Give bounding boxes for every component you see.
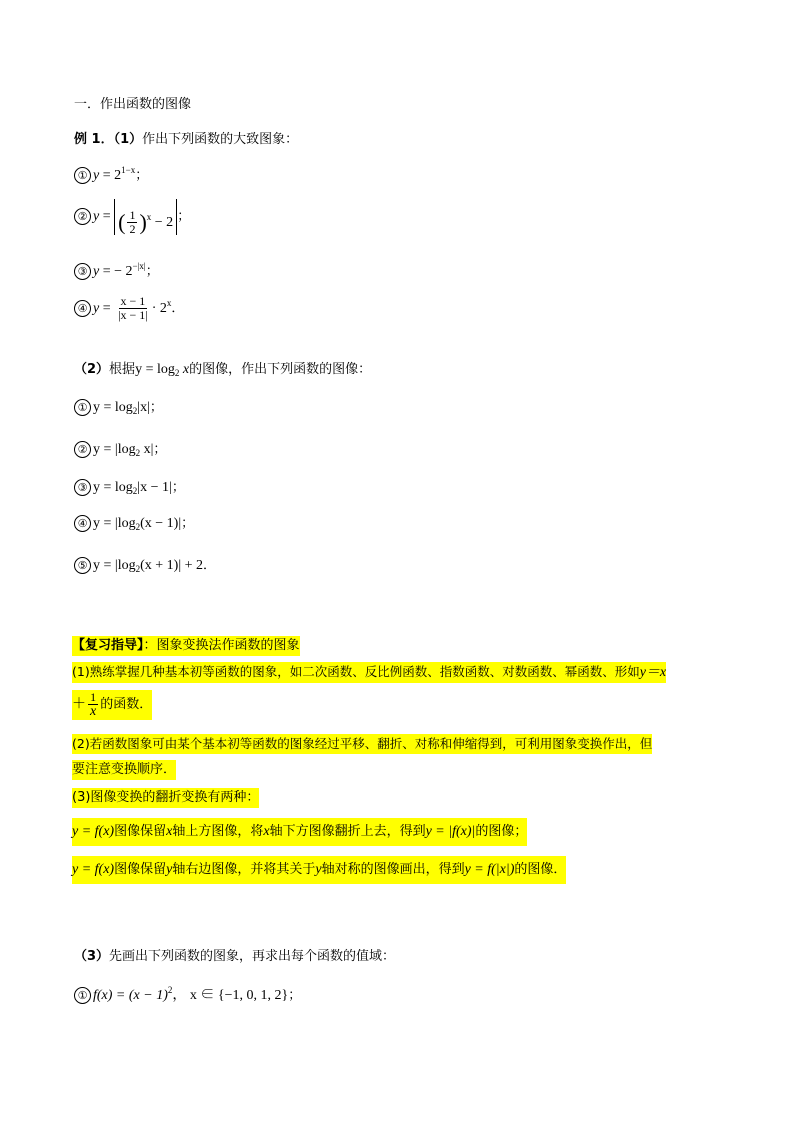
item-number: ① <box>74 987 91 1004</box>
part1-item-1 <box>74 161 148 185</box>
item-arg: x| <box>140 442 154 457</box>
guide-p2-line1: (2)若函数图象可由某个基本初等函数的图象经过平移、翻折、对称和伸缩得到，可利用图象变换作出，但 <box>72 734 652 754</box>
item-lhs: y <box>93 168 100 183</box>
guide-p2-line2: 要注意变换顺序． <box>72 760 176 780</box>
item-number: ③ <box>74 479 91 496</box>
part2-text: 的图像，作出下列函数的图像： <box>189 362 372 377</box>
rule1-f: y = f(x) <box>72 824 115 839</box>
rule2-y1: y <box>166 862 173 877</box>
item-tail: ； <box>288 988 302 1003</box>
guide-frac-den: x <box>90 704 97 719</box>
guide-p1-line2 <box>72 690 152 720</box>
part2-item-2 <box>74 441 166 462</box>
guide-rule-1 <box>72 818 527 846</box>
fraction-numerator: x − 1 <box>120 294 146 308</box>
item-tail: ； <box>149 400 163 415</box>
item-tail: ； <box>171 480 185 495</box>
item-number: ① <box>74 167 91 184</box>
item-number: ④ <box>74 300 91 317</box>
item-formula: y = log <box>93 480 133 495</box>
guide-rule-2 <box>72 856 566 884</box>
part2-item-5 <box>74 557 216 578</box>
part2-label: （2） <box>74 362 110 377</box>
part2-sub: 2 <box>174 368 180 378</box>
rule2-a: 图像保留 <box>114 862 167 877</box>
part2-formula: y = log <box>135 362 175 377</box>
item-number: ⑤ <box>74 557 91 574</box>
item-lhs: y <box>93 264 100 279</box>
item-arg: (x + 1)| + 2 <box>140 558 204 573</box>
part3-text: 先画出下列函数的图象，再求出每个函数的值域： <box>109 949 396 964</box>
part2-header <box>74 361 371 382</box>
item-eq: = − 2 <box>99 264 133 279</box>
item-lhs: y <box>93 209 100 224</box>
part1-item-2 <box>74 197 190 237</box>
item-minus: − 2 <box>151 214 174 230</box>
rule1-c: 轴下方图像翻折上去，得到 <box>269 824 426 839</box>
rule2-f: y = f(x) <box>72 862 115 877</box>
item-sub: 2 <box>135 564 141 574</box>
section-title: 一．作出函数的图像 <box>74 97 192 112</box>
item-formula: f(x) = (x − 1) <box>93 988 168 1003</box>
rule1-a: 图像保留 <box>114 824 167 839</box>
guide-title-tail: ：图象变换法作函数的图象 <box>143 638 300 653</box>
item-arg: (x − 1)| <box>140 516 182 531</box>
item-sub: 2 <box>135 522 141 532</box>
part2-item-4 <box>74 515 194 536</box>
part1-label: （1） <box>113 132 143 147</box>
rule2-d: 的图像． <box>514 862 567 877</box>
item-exponent: −|x| <box>132 261 146 271</box>
rule1-b: 轴上方图像，将 <box>172 824 264 839</box>
part2-x: x <box>179 362 190 377</box>
item-tail: ． <box>203 558 217 573</box>
guide-title-line <box>72 636 300 656</box>
guide-plus: ＋ <box>72 697 86 712</box>
item-tail: ； <box>145 264 159 279</box>
guide-p3: (3)图像变换的翻折变换有两种： <box>72 788 259 808</box>
item-exponent: 2 <box>167 985 173 995</box>
item-sub: 2 <box>132 486 138 496</box>
item-eq: = 2 <box>99 168 122 183</box>
item-arg: |x| <box>137 400 150 415</box>
item-tail: ； <box>177 209 191 224</box>
guide-p1a: (1)熟练掌握几种基本初等函数的图象，如二次函数、反比例函数、指数函数、对数函数、幂函数、形如 <box>72 664 640 679</box>
item-exponent: x <box>166 298 172 308</box>
part2-item-1 <box>74 399 163 420</box>
rule2-c: 轴对称的图像画出，得到 <box>321 862 465 877</box>
rule1-g: y = |f(x)| <box>425 824 476 839</box>
part3-label: （3） <box>74 949 110 964</box>
item-exponent: 1−x <box>121 165 136 175</box>
fraction-denominator: |x − 1| <box>118 308 148 322</box>
example-1-header <box>74 131 298 149</box>
item-arg: |x − 1| <box>137 480 172 495</box>
item-sub: 2 <box>135 448 141 458</box>
item-tail: ； <box>181 516 195 531</box>
item-sub: 2 <box>132 406 138 416</box>
item-formula: y = |log <box>93 442 136 457</box>
item-number: ② <box>74 441 91 458</box>
guide-frac-num: 1 <box>90 690 97 704</box>
item-number: ① <box>74 399 91 416</box>
rule1-x2: x <box>263 824 270 839</box>
item-tail: ． <box>171 301 185 316</box>
guide-p1b: y＝x <box>639 665 667 680</box>
guide-p1-tail: 的函数． <box>100 697 153 712</box>
item-domain: ， x ∈ {−1, 0, 1, 2} <box>172 988 289 1003</box>
rule2-g: y = f(|x|) <box>464 862 515 877</box>
item-number: ④ <box>74 515 91 532</box>
rule2-y2: y <box>315 862 322 877</box>
part3-header <box>74 948 395 966</box>
item-formula: y = |log <box>93 516 136 531</box>
item-eq: = <box>99 209 115 224</box>
item-exponent: x <box>146 211 152 222</box>
rule1-d: 的图像； <box>475 824 528 839</box>
rule1-x1: x <box>166 824 173 839</box>
item-lhs: y <box>93 301 100 316</box>
rule2-b: 轴右边图像，并将其关于 <box>172 862 316 877</box>
part1-item-4 <box>74 286 184 326</box>
part3-item-1 <box>74 981 301 1005</box>
part1-item-3 <box>74 257 159 281</box>
item-formula: y = log <box>93 400 133 415</box>
guide-title: 【复习指导】 <box>72 638 144 653</box>
item-eq: = <box>99 301 115 316</box>
item-tail: ； <box>153 442 167 457</box>
item-number: ② <box>74 208 91 225</box>
part2-pre: 根据 <box>109 362 136 377</box>
guide-p1-line1 <box>72 662 666 683</box>
item-mul: · 2 <box>151 301 167 316</box>
fraction-numerator: 1 <box>129 207 136 222</box>
part1-text: 作出下列函数的大致图象： <box>142 132 299 147</box>
abs-bars: ( $\frac{1}{2}$ )$^x$ − 2 <box>114 199 177 235</box>
part2-item-3 <box>74 479 185 500</box>
fraction-denominator: 2 <box>129 221 136 236</box>
item-number: ③ <box>74 263 91 280</box>
example-label: 例 1． <box>74 132 114 147</box>
item-formula: y = |log <box>93 558 136 573</box>
item-tail: ； <box>135 168 149 183</box>
